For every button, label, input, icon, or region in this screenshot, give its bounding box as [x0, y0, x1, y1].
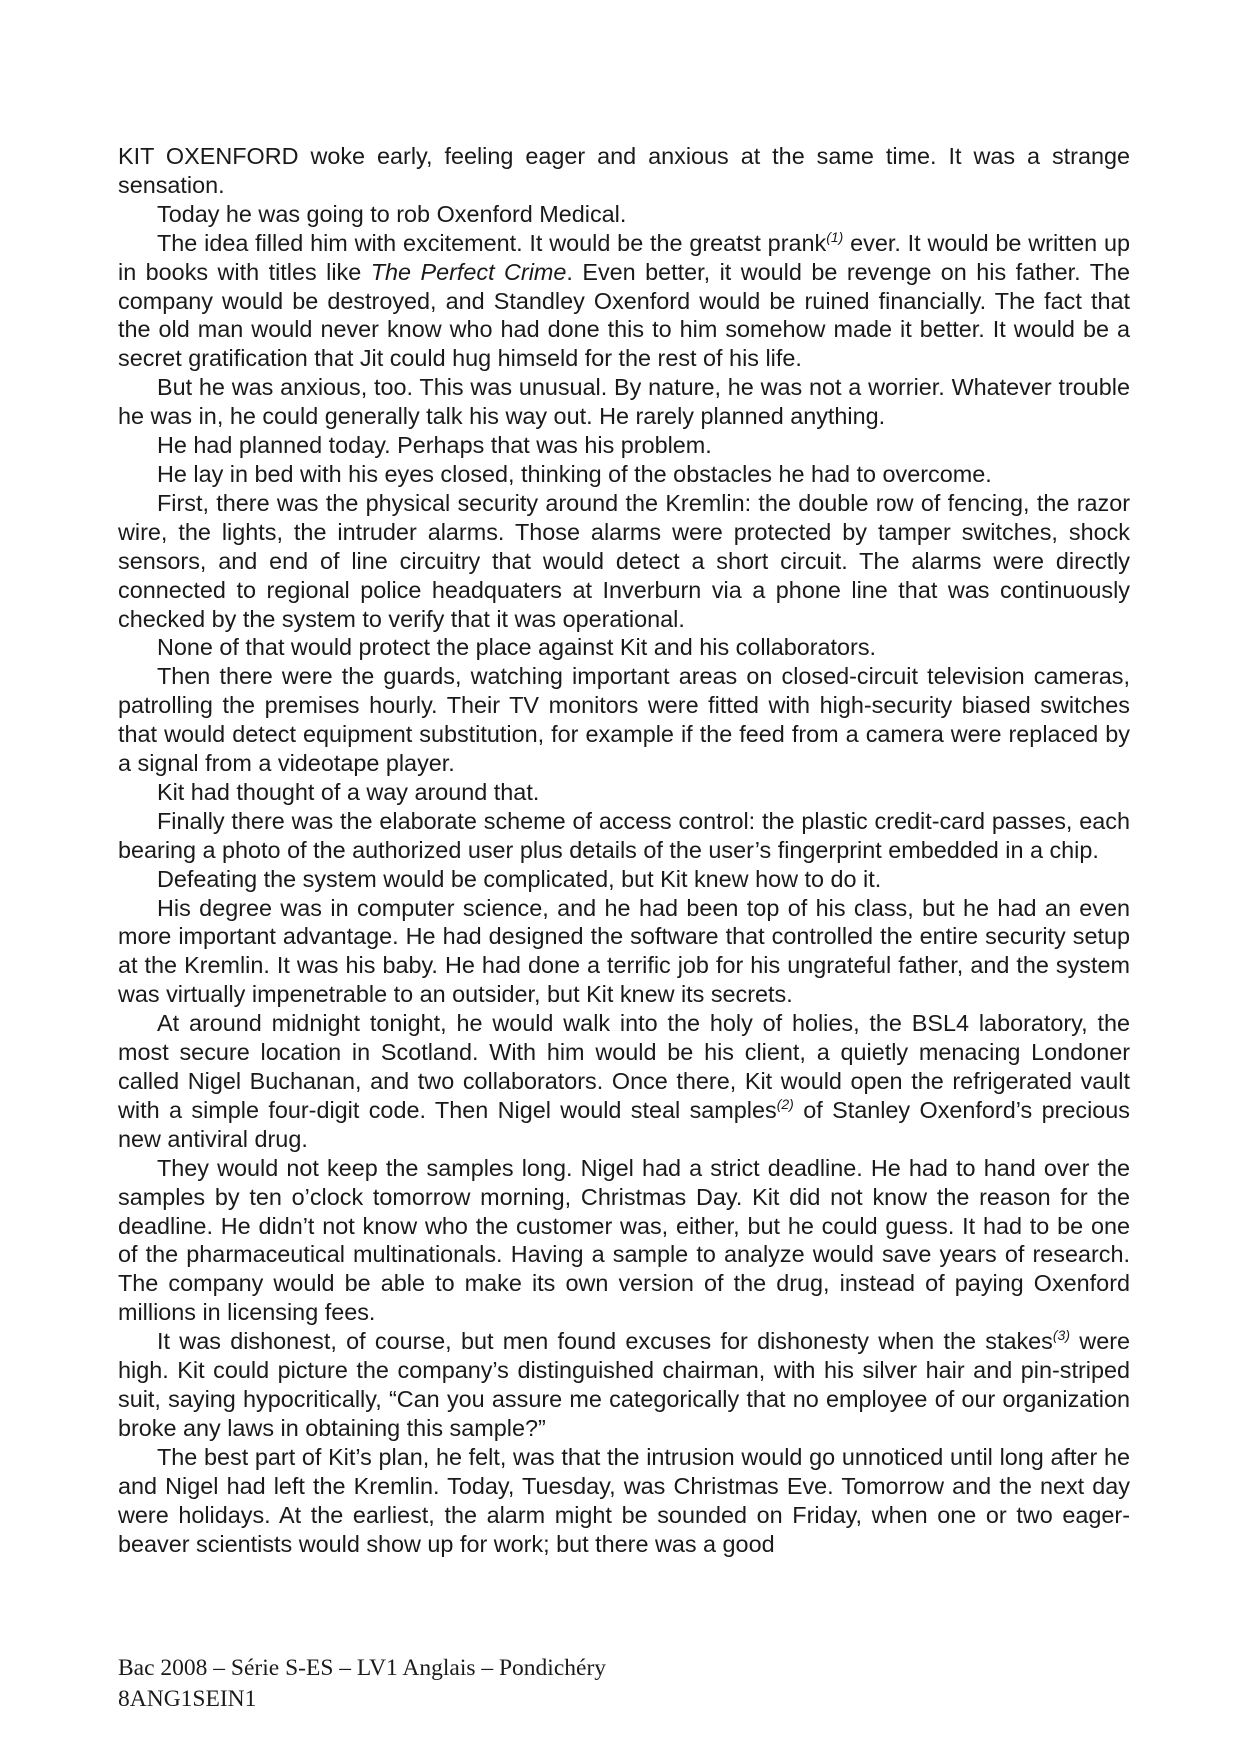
paragraph: Then there were the guards, watching important areas on closed-circuit television cameras, patrolling the premises hourly. Their TV monitors were fitted with high-security biased switches that would detect equipment substitution, for example if the feed from a camera were replaced by a signal from a videotape player. — [118, 663, 1130, 777]
paragraph: None of that would protect the place against Kit and his collaborators. — [157, 634, 877, 661]
paragraph: He had planned today. Perhaps that was his problem. — [157, 432, 712, 459]
paragraph: Kit had thought of a way around that. — [157, 778, 540, 805]
paragraph: It was dishonest, of course, but men found excuses for dishonesty when the stakes$^{(3)}$ were high. Kit could picture the company’s distinguished chairman, with his silver hair and pin-striped suit, saying hypocritically, “Can you assure me categorically that no employee of our organization broke any laws in obtaining this sample?” — [118, 1327, 1131, 1441]
paragraph: Finally there was the elaborate scheme of access control: the plastic credit-card passes, each bearing a photo of the authorized user plus details of the user’s fingerprint embedded in a chip. — [118, 807, 1130, 863]
footnote-marker: (2) — [776, 1095, 794, 1112]
exam-reference: Bac 2008 – Série S-ES – LV1 Anglais – Pondichéry — [118, 1655, 607, 1681]
paragraph: Defeating the system would be complicated, but Kit knew how to do it. — [157, 865, 882, 892]
paragraph: First, there was the physical security around the Kremlin: the double row of fencing, the razor wire, the lights, the intruder alarms. Those alarms were protected by tamper switches, shock sensors, and end of line circuitry that would detect a short circuit. The alarms were directly connected to regional police headquaters at Inverburn via a phone line that was continuously checked by the system to verify that it was operational. — [118, 489, 1130, 632]
exam-code: 8ANG1SEIN1 — [118, 1686, 257, 1712]
paragraph: The best part of Kit’s plan, he felt, was that the intrusion would go unnoticed until long after he and Nigel had left the Kremlin. Today, Tuesday, was Christmas Eve. Tomorrow and the next day were holidays. At the earliest, the alarm might be sounded on Friday, when one or two eager-beaver scientists would show up for work; but there was a good — [118, 1443, 1130, 1557]
footnote-marker: (3) — [1052, 1327, 1070, 1344]
paragraph: But he was anxious, too. This was unusual. By nature, he was not a worrier. Whatever trouble he was in, he could generally talk his way out. He rarely planned anything. — [118, 374, 1130, 430]
paragraph: His degree was in computer science, and he had been top of his class, but he had an even more important advantage. He had designed the software that controlled the entire security setup at the Kremlin. It was his baby. He had done a terrific job for his ungrateful father, and the system was virtually impenetrable to an outsider, but Kit knew its secrets. — [118, 894, 1130, 1008]
paragraph: He lay in bed with his eyes closed, thinking of the obstacles he had to overcome. — [157, 460, 992, 487]
story-text — [118, 142, 1130, 1558]
book-title: The Perfect Crime — [370, 258, 567, 285]
footnote-marker: (1) — [826, 228, 844, 245]
paragraph: Today he was going to rob Oxenford Medical. — [157, 200, 627, 227]
paragraph: They would not keep the samples long. Nigel had a strict deadline. He had to hand over the samples by ten o’clock tomorrow morning, Christmas Day. Kit did not know the reason for the deadline. He didn’t not know who the customer was, either, but he could guess. It had to be one of the pharmaceutical multinationals. Having a sample to analyze would save years of research. The company would be able to make its own version of the drug, instead of paying Oxenford millions in licensing fees. — [118, 1154, 1130, 1326]
page-footer — [118, 1653, 606, 1715]
paragraph: KIT OXENFORD woke early, feeling eager and anxious at the same time. It was a strange sensation. — [118, 143, 1130, 198]
paragraph: At around midnight tonight, he would walk into the holy of holies, the BSL4 laboratory, the most secure location in Scotland. With him would be his client, a quietly menacing Londoner called Nigel Buchanan, and two collaborators. Once there, Kit would open the refrigerated vault with a simple four-digit code. Then Nigel would steal samples$^{(2)}$ of Stanley Oxenford’s precious new antiviral drug. — [118, 1010, 1130, 1152]
paragraph: The idea filled him with excitement. It would be the greatst prank$^{(1)}$ ever. It would be written up in books with titles like The Perfect Crime. Even better, it would be revenge on his father. The company would be destroyed, and Standley Oxenford would be ruined financially. The fact that the old man would never know who had done this to him somehow made it better. It would be a secret gratification that Jit could hug himseld for the rest of his life. — [118, 228, 1130, 372]
